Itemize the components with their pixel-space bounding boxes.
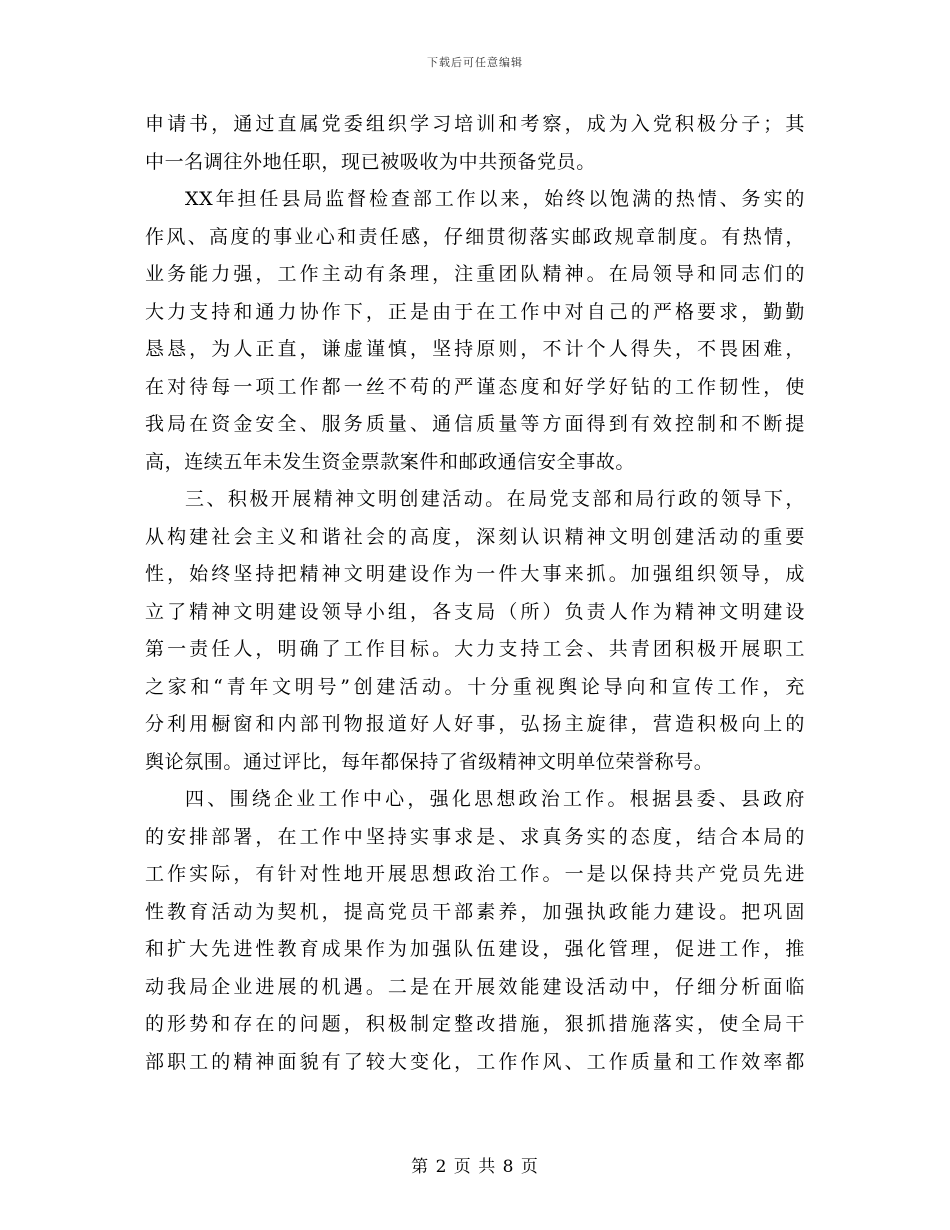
text-line: 申请书，通过直属党委组织学习培训和考察，成为入党积极分子；其 [145,113,805,135]
text-line: 高，连续五年未发生资金票款案件和邮政通信安全事故。 [145,450,636,473]
text-line: 三、积极开展精神文明创建活动。在局党支部和局行政的领导下， [185,488,805,510]
text-line: 在对待每一项工作都一丝不苟的严谨态度和好学好钻的工作韧性，使 [145,375,805,398]
text-line: 恳恳，为人正直，谦虚谨慎，坚持原则，不计个人得失，不畏困难， [145,338,805,360]
text-line: 性教育活动为契机，提高党员干部素养，加强执政能力建设。把巩固 [145,900,805,923]
text-line: 舆论氛围。通过评比，每年都保持了省级精神文明单位荣誉称号。 [145,750,714,773]
text-line: 我局在资金安全、服务质量、通信质量等方面得到有效控制和不断提 [145,413,805,435]
text-line: 四、围绕企业工作中心，强化思想政治工作。根据县委、县政府 [185,788,805,810]
text-line: 工作实际，有针对性地开展思想政治工作。一是以保持共产党员先进 [145,863,805,885]
text-line: 部职工的精神面貌有了较大变化，工作作风、工作质量和工作效率都 [145,1050,805,1073]
text-line: 立了精神文明建设领导小组，各支局（所）负责人作为精神文明建设 [145,600,805,623]
text-line: 的形势和存在的问题，积极制定整改措施，狠抓措施落实，使全局干 [145,1013,805,1035]
text-line: 从构建社会主义和谐社会的高度，深刻认识精神文明创建活动的重要 [145,525,805,548]
text-line: 大力支持和通力协作下，正是由于在工作中对自己的严格要求，勤勤 [145,300,805,323]
text-line: 分利用橱窗和内部刊物报道好人好事，弘扬主旋律，营造积极向上的 [145,713,805,735]
text-line: 的安排部署，在工作中坚持实事求是、求真务实的态度，结合本局的 [145,825,805,848]
text-line: 业务能力强，工作主动有条理，注重团队精神。在局领导和同志们的 [145,263,805,285]
text-line: XX年担任县局监督检查部工作以来，始终以饱满的热情、务实的 [185,188,805,210]
page-header: 下载后可任意编辑 [427,56,523,69]
text-line: 动我局企业进展的机遇。二是在开展效能建设活动中，仔细分析面临 [145,975,805,998]
text-line: 之家和“青年文明号”创建活动。十分重视舆论导向和宣传工作，充 [145,675,805,698]
text-line: 和扩大先进性教育成果作为加强队伍建设，强化管理，促进工作，推 [145,938,805,960]
page-footer: 第 2 页 共 8 页 [411,1157,539,1177]
document-body [145,106,805,1081]
text-line: 第一责任人，明确了工作目标。大力支持工会、共青团积极开展职工 [145,638,805,660]
text-line: 作风、高度的事业心和责任感，仔细贯彻落实邮政规章制度。有热情， [145,225,805,248]
text-line: 中一名调往外地任职，现已被吸收为中共预备党员。 [145,150,596,173]
text-line: 性，始终坚持把精神文明建设作为一件大事来抓。加强组织领导，成 [145,563,805,585]
